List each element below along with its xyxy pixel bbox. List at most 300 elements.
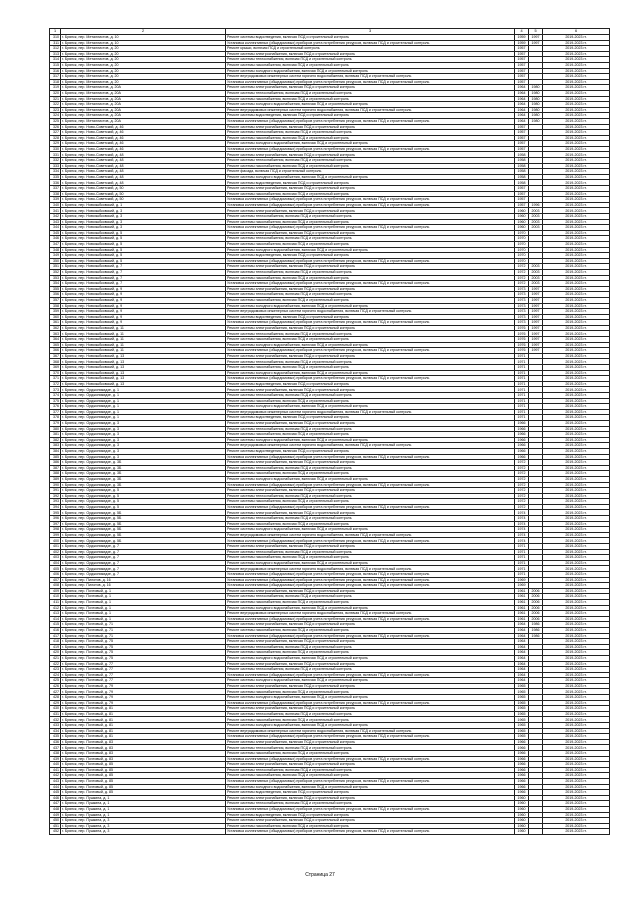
work-type-cell: Установка коллективных (общедомовых) приборов учета потребления ресурсов, включая ПСД и строительный контроль: [226, 320, 515, 326]
period-cell: 2019-2023 гг.: [543, 488, 610, 494]
period-cell: 2019-2023 гг.: [543, 661, 610, 667]
address-cell: г. Брянск, пер. Почтовый, д. 71: [61, 622, 226, 628]
period-cell: 2019-2023 гг.: [543, 588, 610, 594]
row-number-cell: 365: [50, 342, 61, 348]
row-number-cell: 386: [50, 460, 61, 466]
work-type-cell: Ремонт внутридомовых инженерных систем горячего водоснабжения, включая ПСД и строительный контроль: [226, 566, 515, 572]
work-type-cell: Установка коллективных (общедомовых) приборов учета потребления ресурсов, включая ПСД и строительный контроль: [226, 197, 515, 203]
work-type-cell: Ремонт системы холодного водоснабжения, включая ПСД и строительный контроль: [226, 527, 515, 533]
work-type-cell: Установка коллективных (общедомовых) приборов учета потребления ресурсов, включая ПСД и строительный контроль: [226, 281, 515, 287]
year-built-cell: 1965: [515, 711, 529, 717]
year-built-cell: 1971: [515, 387, 529, 393]
year-built-cell: 1972: [515, 269, 529, 275]
period-cell: 2019-2023 гг.: [543, 454, 610, 460]
row-number-cell: 433: [50, 723, 61, 729]
period-cell: 2019-2023 гг.: [543, 381, 610, 387]
row-number-cell: 336: [50, 180, 61, 186]
address-cell: г. Брянск, пер. Новозыбковский, д. 13: [61, 365, 226, 371]
work-type-cell: Ремонт системы газоснабжения, включая ПСД и строительный контроль: [226, 599, 515, 605]
address-cell: г. Брянск, пер. Почтовый, д. 77: [61, 661, 226, 667]
period-cell: 2019-2023 гг.: [543, 303, 610, 309]
year-built-cell: 1969: [515, 577, 529, 583]
work-type-cell: Ремонт системы теплоснабжения, включая ПСД и строительный контроль: [226, 269, 515, 275]
address-cell: г. Брянск, пер. Пушкина, д. 3: [61, 823, 226, 829]
work-type-cell: Ремонт системы электроснабжения, включая ПСД и строительный контроль: [226, 706, 515, 712]
year-built-cell: 1964: [515, 661, 529, 667]
work-type-cell: Установка коллективных (общедомовых) приборов учета потребления ресурсов, включая ПСД и строительный контроль: [226, 756, 515, 762]
period-cell: 2019-2023 гг.: [543, 460, 610, 466]
period-cell: 2019-2023 гг.: [543, 51, 610, 57]
row-number-cell: 381: [50, 432, 61, 438]
work-type-cell: Установка коллективных (общедомовых) приборов учета потребления ресурсов, включая ПСД и строительный контроль: [226, 348, 515, 354]
row-number-cell: 346: [50, 236, 61, 242]
work-type-cell: Ремонт системы теплоснабжения, включая ПСД и строительный контроль: [226, 158, 515, 164]
work-type-cell: Ремонт системы холодного водоснабжения, включая ПСД и строительный контроль: [226, 247, 515, 253]
work-type-cell: Ремонт внутридомовых инженерных систем горячего водоснабжения, включая ПСД и строительный контроль: [226, 443, 515, 449]
address-cell: г. Брянск, пер. Пушкина, д. 1: [61, 806, 226, 812]
row-number-cell: 320: [50, 90, 61, 96]
row-number-cell: 348: [50, 247, 61, 253]
period-cell: 2019-2023 гг.: [543, 678, 610, 684]
year-repair-cell: 1996: [529, 202, 543, 208]
period-cell: 2019-2023 гг.: [543, 818, 610, 824]
period-cell: 2019-2023 гг.: [543, 700, 610, 706]
row-number-cell: 415: [50, 622, 61, 628]
period-cell: 2019-2023 гг.: [543, 309, 610, 315]
work-type-cell: Ремонт системы холодного водоснабжения, включая ПСД и строительный контроль: [226, 174, 515, 180]
row-number-cell: 399: [50, 532, 61, 538]
address-cell: г. Брянск, пер. Орджоникидзе, д. 3: [61, 432, 226, 438]
address-cell: г. Брянск, пер. Почтовый, д. 85: [61, 762, 226, 768]
period-cell: 2019-2023 гг.: [543, 667, 610, 673]
row-number-cell: 345: [50, 230, 61, 236]
work-type-cell: Ремонт системы теплоснабжения, включая ПСД и строительный контроль: [226, 711, 515, 717]
year-built-cell: 1971: [515, 572, 529, 578]
year-built-cell: 1961: [515, 594, 529, 600]
year-built-cell: 1971: [515, 398, 529, 404]
row-number-cell: 311: [50, 40, 61, 46]
year-built-cell: 1957: [515, 130, 529, 136]
year-built-cell: 1972: [515, 504, 529, 510]
period-cell: 2019-2023 гг.: [543, 208, 610, 214]
work-type-cell: Ремонт системы водоотведения, включая ПСД и строительный контроль: [226, 253, 515, 259]
year-built-cell: 1973: [515, 320, 529, 326]
address-cell: г. Брянск, пер. Почтовый, д. 81: [61, 717, 226, 723]
year-built-cell: 1965: [515, 723, 529, 729]
year-built-cell: 1958: [515, 152, 529, 158]
row-number-cell: 330: [50, 146, 61, 152]
row-number-cell: 401: [50, 544, 61, 550]
work-type-cell: Ремонт системы теплоснабжения, включая ПСД и строительный контроль: [226, 359, 515, 365]
row-number-cell: 383: [50, 443, 61, 449]
year-repair-cell: 2006: [529, 599, 543, 605]
year-repair-cell: [529, 829, 543, 835]
row-number-cell: 391: [50, 488, 61, 494]
row-number-cell: 338: [50, 191, 61, 197]
row-number-cell: 427: [50, 689, 61, 695]
address-cell: г. Брянск, пер. Новозыбковский, д. 3: [61, 225, 226, 231]
work-type-cell: Ремонт системы теплоснабжения, включая ПСД и строительный контроль: [226, 130, 515, 136]
work-type-cell: Ремонт системы газоснабжения, включая ПСД и строительный контроль: [226, 823, 515, 829]
period-cell: 2019-2023 гг.: [543, 751, 610, 757]
work-type-cell: Ремонт системы электроснабжения, включая ПСД и строительный контроль: [226, 661, 515, 667]
year-built-cell: 1964: [515, 107, 529, 113]
period-cell: 2019-2023 гг.: [543, 68, 610, 74]
year-repair-cell: 2006: [529, 616, 543, 622]
year-built-cell: 1965: [515, 717, 529, 723]
row-number-cell: 431: [50, 711, 61, 717]
period-cell: 2019-2023 гг.: [543, 627, 610, 633]
work-type-cell: Ремонт системы теплоснабжения, включая ПСД и строительный контроль: [226, 493, 515, 499]
row-number-cell: 313: [50, 51, 61, 57]
address-cell: г. Брянск, пер. Почтовый, д. 85: [61, 784, 226, 790]
year-built-cell: 1972: [515, 488, 529, 494]
address-cell: г. Брянск, пер. Металлистов, д. 20А: [61, 90, 226, 96]
row-number-cell: 408: [50, 583, 61, 589]
period-cell: 2019-2023 гг.: [543, 672, 610, 678]
period-cell: 2019-2023 гг.: [543, 790, 610, 796]
work-type-cell: Установка коллективных (общедомовых) приборов учета потребления ресурсов, включая ПСД и строительный контроль: [226, 583, 515, 589]
address-cell: г. Брянск, пер. Орджоникидзе, д. 5: [61, 493, 226, 499]
year-built-cell: 1958: [515, 163, 529, 169]
period-cell: 2019-2023 гг.: [543, 342, 610, 348]
year-built-cell: 1972: [515, 482, 529, 488]
header-cell-1: 1: [50, 29, 61, 35]
year-built-cell: 1957: [515, 74, 529, 80]
work-type-cell: Ремонт системы газоснабжения, включая ПСД и строительный контроль: [226, 96, 515, 102]
work-type-cell: Ремонт системы газоснабжения, включая ПСД и строительный контроль: [226, 555, 515, 561]
year-built-cell: 1972: [515, 499, 529, 505]
work-type-cell: Установка коллективных (общедомовых) приборов учета потребления ресурсов, включая ПСД и строительный контроль: [226, 504, 515, 510]
work-type-cell: Ремонт системы холодного водоснабжения, включая ПСД и строительный контроль: [226, 68, 515, 74]
row-number-cell: 389: [50, 476, 61, 482]
year-repair-cell: 1997: [529, 35, 543, 41]
address-cell: г. Брянск, пер. Орджоникидзе, д. 7: [61, 544, 226, 550]
year-repair-cell: 1997: [529, 292, 543, 298]
address-cell: г. Брянск, пер. Новозыбковский, д. 13: [61, 376, 226, 382]
period-cell: 2019-2023 гг.: [543, 443, 610, 449]
work-type-cell: Ремонт системы электроснабжения, включая ПСД и строительный контроль: [226, 325, 515, 331]
row-number-cell: 428: [50, 695, 61, 701]
address-cell: г. Брянск, пер. Орджоникидзе, д. 3: [61, 420, 226, 426]
year-repair-cell: 1980: [529, 107, 543, 113]
year-repair-cell: 1997: [529, 40, 543, 46]
row-number-cell: 364: [50, 337, 61, 343]
row-number-cell: 370: [50, 370, 61, 376]
address-cell: г. Брянск, пер. Новозыбковский, д. 5: [61, 247, 226, 253]
year-repair-cell: 1997: [529, 286, 543, 292]
period-cell: 2019-2023 гг.: [543, 202, 610, 208]
row-number-cell: 353: [50, 275, 61, 281]
year-repair-cell: 2006: [529, 588, 543, 594]
year-built-cell: 1960: [515, 214, 529, 220]
work-type-cell: Установка коллективных (общедомовых) приборов учета потребления ресурсов, включая ПСД и строительный контроль: [226, 778, 515, 784]
period-cell: 2019-2023 гг.: [543, 723, 610, 729]
row-number-cell: 315: [50, 62, 61, 68]
address-cell: г. Брянск, пер. Новозыбковский, д. 13: [61, 359, 226, 365]
address-cell: г. Брянск, пер. Новозыбковский, д. 9: [61, 309, 226, 315]
period-cell: 2019-2023 гг.: [543, 622, 610, 628]
year-built-cell: 1973: [515, 303, 529, 309]
work-type-cell: Ремонт системы электроснабжения, включая ПСД и строительный контроль: [226, 208, 515, 214]
header-cell-4: 4: [515, 29, 529, 35]
work-type-cell: Установка коллективных (общедомовых) приборов учета потребления ресурсов, включая ПСД и строительный контроль: [226, 577, 515, 583]
year-built-cell: 1957: [515, 202, 529, 208]
work-type-cell: Ремонт системы электроснабжения, включая ПСД и строительный контроль: [226, 353, 515, 359]
period-cell: 2019-2023 гг.: [543, 823, 610, 829]
period-cell: 2019-2023 гг.: [543, 448, 610, 454]
work-type-cell: Ремонт системы электроснабжения, включая ПСД и строительный контроль: [226, 420, 515, 426]
address-cell: г. Брянск, пер. Новозыбковский, д. 5: [61, 236, 226, 242]
period-cell: 2019-2023 гг.: [543, 398, 610, 404]
work-type-cell: Ремонт системы электроснабжения, включая ПСД и строительный контроль: [226, 264, 515, 270]
year-built-cell: 1973: [515, 292, 529, 298]
period-cell: 2019-2023 гг.: [543, 594, 610, 600]
period-cell: 2019-2023 гг.: [543, 639, 610, 645]
year-built-cell: 1964: [515, 655, 529, 661]
year-built-cell: 1961: [515, 616, 529, 622]
address-cell: г. Брянск, пер. Новозыбковский, д. 11: [61, 342, 226, 348]
address-cell: г. Брянск, пер. Новозыбковский, д. 9: [61, 292, 226, 298]
work-type-cell: Ремонт системы холодного водоснабжения, включая ПСД и строительный контроль: [226, 695, 515, 701]
period-cell: 2019-2023 гг.: [543, 275, 610, 281]
year-repair-cell: 1997: [529, 348, 543, 354]
header-cell-5: 5: [529, 29, 543, 35]
work-type-cell: Ремонт системы электроснабжения, включая ПСД и строительный контроль: [226, 460, 515, 466]
year-built-cell: 1961: [515, 599, 529, 605]
work-type-cell: Ремонт системы теплоснабжения, включая ПСД и строительный контроль: [226, 594, 515, 600]
row-number-cell: 335: [50, 174, 61, 180]
year-built-cell: 1970: [515, 247, 529, 253]
year-built-cell: 1966: [515, 784, 529, 790]
address-cell: г. Брянск, пер. Почтовый, д. 77: [61, 678, 226, 684]
year-repair-cell: 2003: [529, 208, 543, 214]
period-cell: 2019-2023 гг.: [543, 152, 610, 158]
work-type-cell: Ремонт системы газоснабжения, включая ПСД и строительный контроль: [226, 163, 515, 169]
row-number-cell: 429: [50, 700, 61, 706]
work-type-cell: Ремонт системы теплоснабжения, включая ПСД и строительный контроль: [226, 801, 515, 807]
address-cell: г. Брянск, пер. Ново-Советский, д. 46: [61, 135, 226, 141]
period-cell: 2019-2023 гг.: [543, 90, 610, 96]
year-built-cell: 1974: [515, 516, 529, 522]
row-number-cell: 347: [50, 241, 61, 247]
row-number-cell: 360: [50, 314, 61, 320]
period-cell: 2019-2023 гг.: [543, 113, 610, 119]
work-type-cell: Ремонт системы холодного водоснабжения, включая ПСД и строительный контроль: [226, 404, 515, 410]
year-built-cell: 1964: [515, 633, 529, 639]
row-number-cell: 413: [50, 611, 61, 617]
row-number-cell: 357: [50, 297, 61, 303]
period-cell: 2019-2023 гг.: [543, 96, 610, 102]
period-cell: 2019-2023 гг.: [543, 739, 610, 745]
row-number-cell: 321: [50, 96, 61, 102]
address-cell: г. Брянск, пер. Новозыбковский, д. 11: [61, 331, 226, 337]
address-cell: г. Брянск, пер. Ново-Советский, д. 48: [61, 152, 226, 158]
address-cell: г. Брянск, пер. Металлистов, д. 20: [61, 46, 226, 52]
period-cell: 2019-2023 гг.: [543, 186, 610, 192]
work-type-cell: Ремонт системы теплоснабжения, включая ПСД и строительный контроль: [226, 745, 515, 751]
work-type-cell: Ремонт системы водоотведения, включая ПСД и строительный контроль: [226, 448, 515, 454]
address-cell: г. Брянск, пер. Металлистов, д. 20А: [61, 85, 226, 91]
year-repair-cell: 2003: [529, 275, 543, 281]
row-number-cell: 402: [50, 549, 61, 555]
address-cell: г. Брянск, пер. Новозыбковский, д. 5: [61, 253, 226, 259]
address-cell: г. Брянск, пер. Орджоникидзе, д. 3: [61, 454, 226, 460]
address-cell: г. Брянск, пер. Металлистов, д. 20: [61, 57, 226, 63]
work-type-cell: Установка коллективных (общедомовых) приборов учета потребления ресурсов, включая ПСД и строительный контроль: [226, 146, 515, 152]
year-built-cell: 1960: [515, 829, 529, 835]
row-number-cell: 396: [50, 516, 61, 522]
period-cell: 2019-2023 гг.: [543, 118, 610, 124]
address-cell: г. Брянск, пер. Новозыбковский, д. 7: [61, 275, 226, 281]
work-type-cell: Ремонт системы водоотведения, включая ПСД и строительный контроль: [226, 314, 515, 320]
period-cell: 2019-2023 гг.: [543, 829, 610, 835]
row-number-cell: 342: [50, 214, 61, 220]
row-number-cell: 374: [50, 393, 61, 399]
work-type-cell: Ремонт системы холодного водоснабжения, включая ПСД и строительный контроль: [226, 476, 515, 482]
address-cell: г. Брянск, пер. Новозыбковский, д. 13: [61, 381, 226, 387]
row-number-cell: 450: [50, 818, 61, 824]
address-cell: г. Брянск, пер. Металлистов, д. 20А: [61, 118, 226, 124]
period-cell: 2019-2023 гг.: [543, 795, 610, 801]
period-cell: 2019-2023 гг.: [543, 493, 610, 499]
year-built-cell: 1964: [515, 113, 529, 119]
work-type-cell: Установка коллективных (общедомовых) приборов учета потребления ресурсов, включая ПСД и строительный контроль: [226, 376, 515, 382]
address-cell: г. Брянск, пер. Орджоникидзе, д. 5Б: [61, 532, 226, 538]
row-number-cell: 331: [50, 152, 61, 158]
work-type-cell: Ремонт системы теплоснабжения, включая ПСД и строительный контроль: [226, 90, 515, 96]
year-built-cell: 1971: [515, 566, 529, 572]
period-cell: 2019-2023 гг.: [543, 281, 610, 287]
address-cell: г. Брянск, пер. Почтовый, д. 85: [61, 767, 226, 773]
period-cell: 2019-2023 гг.: [543, 337, 610, 343]
row-number-cell: 422: [50, 661, 61, 667]
work-type-cell: Установка коллективных (общедомовых) приборов учета потребления ресурсов, включая ПСД и строительный контроль: [226, 734, 515, 740]
work-type-cell: Ремонт фасада, включая ПСД и строительный контроль: [226, 169, 515, 175]
row-number-cell: 451: [50, 823, 61, 829]
address-cell: г. Брянск, пер. Орджоникидзе, д. 1: [61, 393, 226, 399]
work-type-cell: Ремонт системы газоснабжения, включая ПСД и строительный контроль: [226, 717, 515, 723]
period-cell: 2019-2023 гг.: [543, 499, 610, 505]
year-repair-cell: 2003: [529, 225, 543, 231]
period-cell: 2019-2023 гг.: [543, 225, 610, 231]
period-cell: 2019-2023 гг.: [543, 555, 610, 561]
year-built-cell: 1960: [515, 812, 529, 818]
work-type-cell: Ремонт системы электроснабжения, включая ПСД и строительный контроль: [226, 230, 515, 236]
period-cell: 2019-2023 гг.: [543, 163, 610, 169]
period-cell: 2019-2023 гг.: [543, 107, 610, 113]
year-built-cell: 1964: [515, 102, 529, 108]
work-type-cell: Установка коллективных (общедомовых) приборов учета потребления ресурсов, включая ПСД и строительный контроль: [226, 616, 515, 622]
row-number-cell: 423: [50, 667, 61, 673]
header-cell-2: 2: [61, 29, 226, 35]
year-built-cell: 1965: [515, 683, 529, 689]
period-cell: 2019-2023 гг.: [543, 214, 610, 220]
row-number-cell: 332: [50, 158, 61, 164]
address-cell: г. Брянск, пер. Орджоникидзе, д. 7: [61, 555, 226, 561]
row-number-cell: 393: [50, 499, 61, 505]
year-built-cell: 1957: [515, 124, 529, 130]
period-cell: 2019-2023 гг.: [543, 348, 610, 354]
work-type-cell: Ремонт системы водоотведения, включая ПСД и строительный контроль: [226, 35, 515, 41]
work-type-cell: Ремонт системы газоснабжения, включая ПСД и строительный контроль: [226, 135, 515, 141]
address-cell: г. Брянск, пер. Пилотов, д. 16: [61, 577, 226, 583]
address-cell: г. Брянск, пер. Орджоникидзе, д. 3: [61, 426, 226, 432]
year-built-cell: 1957: [515, 197, 529, 203]
row-number-cell: 414: [50, 616, 61, 622]
row-number-cell: 328: [50, 135, 61, 141]
address-cell: г. Брянск, пер. Ново-Советский, д. 48: [61, 174, 226, 180]
row-number-cell: 351: [50, 264, 61, 270]
year-built-cell: 1958: [515, 158, 529, 164]
address-cell: г. Брянск, пер. Металлистов, д. 20А: [61, 113, 226, 119]
year-built-cell: 1964: [515, 672, 529, 678]
period-cell: 2019-2023 гг.: [543, 521, 610, 527]
row-number-cell: 316: [50, 68, 61, 74]
address-cell: г. Брянск, пер. Ново-Советский, д. 48: [61, 158, 226, 164]
address-cell: г. Брянск, пер. Орджоникидзе, д. 3Б: [61, 465, 226, 471]
address-cell: г. Брянск, пер. Почтовый, д. 1: [61, 588, 226, 594]
period-cell: 2019-2023 гг.: [543, 169, 610, 175]
row-number-cell: 344: [50, 225, 61, 231]
work-type-cell: Ремонт системы водоотведения, включая ПСД и строительный контроль: [226, 415, 515, 421]
year-built-cell: 1966: [515, 437, 529, 443]
row-number-cell: 449: [50, 812, 61, 818]
work-type-cell: Ремонт системы газоснабжения, включая ПСД и строительный контроль: [226, 751, 515, 757]
period-cell: 2019-2023 гг.: [543, 538, 610, 544]
work-type-cell: Ремонт системы теплоснабжения, включая ПСД и строительный контроль: [226, 767, 515, 773]
row-number-cell: 417: [50, 633, 61, 639]
row-number-cell: 410: [50, 594, 61, 600]
work-type-cell: Ремонт внутридомовых инженерных систем горячего водоснабжения, включая ПСД и строительный контроль: [226, 611, 515, 617]
period-cell: 2019-2023 гг.: [543, 314, 610, 320]
work-type-cell: Ремонт системы водоотведения, включая ПСД и строительный контроль: [226, 381, 515, 387]
address-cell: г. Брянск, пер. Ново-Советский, д. 48: [61, 169, 226, 175]
address-cell: г. Брянск, пер. Орджоникидзе, д. 5: [61, 499, 226, 505]
work-type-cell: Ремонт системы электроснабжения, включая ПСД и строительный контроль: [226, 510, 515, 516]
address-cell: г. Брянск, пер. Почтовый, д. 75: [61, 639, 226, 645]
year-built-cell: 1966: [515, 773, 529, 779]
year-repair-cell: 2006: [529, 605, 543, 611]
work-type-cell: Ремонт системы холодного водоснабжения, включая ПСД и строительный контроль: [226, 437, 515, 443]
work-type-cell: Ремонт системы холодного водоснабжения, включая ПСД и строительный контроль: [226, 141, 515, 147]
row-number-cell: 442: [50, 773, 61, 779]
year-built-cell: 1965: [515, 706, 529, 712]
work-type-cell: Установка коллективных (общедомовых) приборов учета потребления ресурсов, включая ПСД и строительный контроль: [226, 225, 515, 231]
row-number-cell: 440: [50, 762, 61, 768]
address-cell: г. Брянск, пер. Орджоникидзе, д. 3: [61, 448, 226, 454]
period-cell: 2019-2023 гг.: [543, 566, 610, 572]
period-cell: 2019-2023 гг.: [543, 241, 610, 247]
period-cell: 2019-2023 гг.: [543, 706, 610, 712]
work-type-cell: Ремонт внутридомовых инженерных систем горячего водоснабжения, включая ПСД и строительный контроль: [226, 107, 515, 113]
row-number-cell: 444: [50, 784, 61, 790]
period-cell: 2019-2023 гг.: [543, 773, 610, 779]
row-number-cell: 387: [50, 465, 61, 471]
year-built-cell: 1971: [515, 376, 529, 382]
table-body: [50, 29, 610, 835]
year-built-cell: 1959: [515, 35, 529, 41]
year-built-cell: 1964: [515, 96, 529, 102]
period-cell: 2019-2023 гг.: [543, 130, 610, 136]
work-type-cell: Ремонт системы электроснабжения, включая ПСД и строительный контроль: [226, 739, 515, 745]
work-type-cell: Ремонт внутридомовых инженерных систем горячего водоснабжения, включая ПСД и строительный контроль: [226, 728, 515, 734]
row-number-cell: 416: [50, 627, 61, 633]
year-built-cell: 1964: [515, 90, 529, 96]
work-type-cell: Ремонт системы электроснабжения, включая ПСД и строительный контроль: [226, 488, 515, 494]
row-number-cell: 323: [50, 107, 61, 113]
row-number-cell: 352: [50, 269, 61, 275]
